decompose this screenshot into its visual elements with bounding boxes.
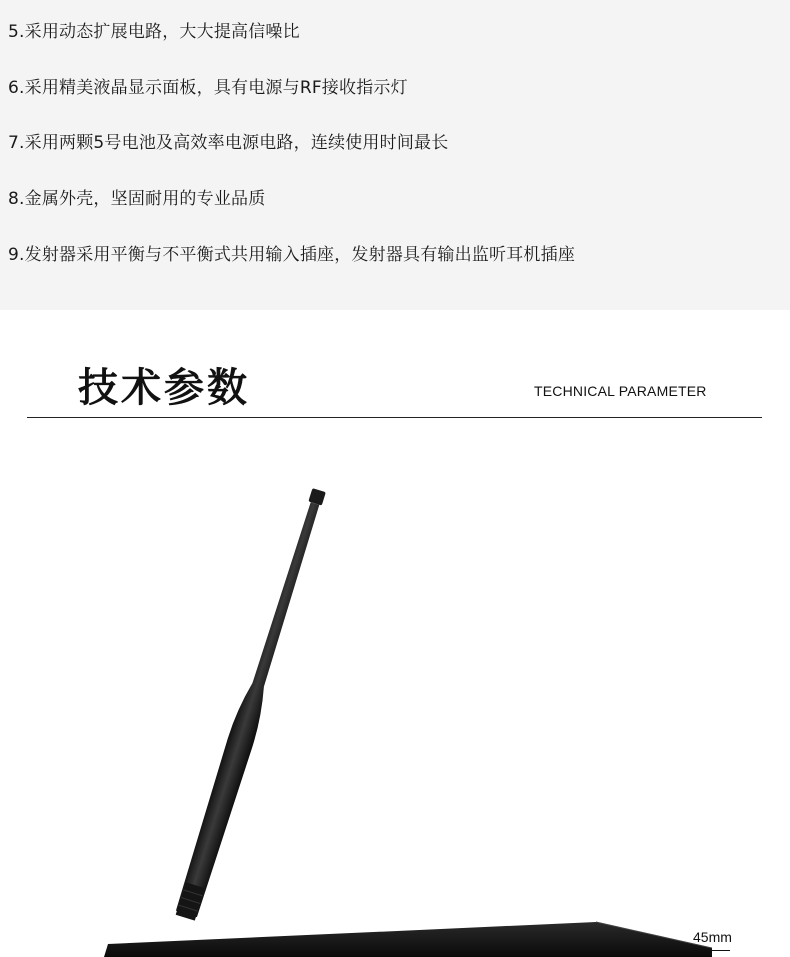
features-panel [0,0,790,310]
section-subtitle: TECHNICAL PARAMETER [534,383,707,399]
antenna [173,486,332,921]
dimension-label: 45mm [693,929,732,945]
feature-item: 7.采用两颗5号电池及高效率电源电路，连续使用时间最长 [8,133,449,153]
section-divider [27,417,762,418]
section-title: 技术参数 [78,365,250,411]
dimension-tick [708,950,730,951]
feature-item: 8.金属外壳，坚固耐用的专业品质 [8,189,266,209]
feature-item: 6.采用精美液晶显示面板，具有电源与RF接收指示灯 [8,78,408,98]
product-image [0,470,790,957]
feature-item: 5.采用动态扩展电路，大大提高信噪比 [8,22,300,42]
feature-item: 9.发射器采用平衡与不平衡式共用输入插座，发射器具有输出监听耳机插座 [8,245,576,265]
